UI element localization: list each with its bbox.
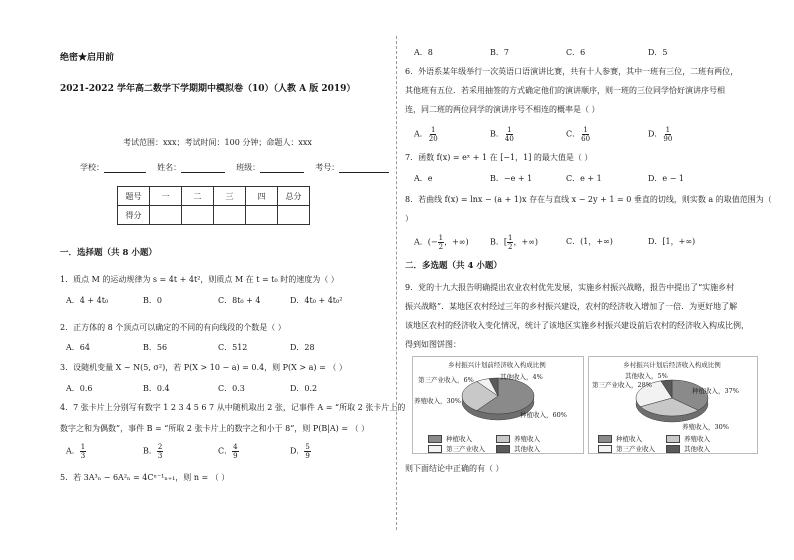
name-blank[interactable] (181, 163, 225, 173)
q5-option-c[interactable]: C．6 (566, 48, 586, 57)
student-info-row (80, 163, 389, 173)
q4-option-c[interactable]: C． $\frac{4}{9}$ (218, 443, 238, 460)
q6-option-a[interactable]: A． $\frac{1}{20}$ (414, 126, 438, 143)
score-input-cell[interactable] (214, 206, 246, 225)
q6-line-2: 其他班有五位．若采用抽签的方式确定他们的演讲顺序，则一班的三位同学恰好演讲序号相 (405, 86, 725, 95)
q8-option-b[interactable]: B．[ $\frac{1}{2}$ ，+∞) (490, 234, 538, 251)
q2-option-a[interactable]: A．64 (66, 343, 90, 352)
pie-before-legend-planting: 种植收入 (428, 434, 472, 443)
q3-text: 3．设随机变量 X ~ N(5, σ²)，若 P(X > 10 − a) = 0.4，则 P(X > a) = （ ） (60, 363, 347, 372)
q3-option-c[interactable]: C．0.3 (218, 384, 245, 393)
score-cell: 总分 (278, 187, 310, 206)
pie-before-legend-other: 其他收入 (496, 444, 540, 453)
q8-line-2: ） (405, 214, 413, 223)
q5-option-a[interactable]: A．8 (414, 48, 433, 57)
fraction: $\frac{1}{60}$ (581, 126, 591, 143)
school-blank[interactable] (104, 163, 146, 173)
q4-option-a[interactable]: A． $\frac{1}{3}$ (66, 443, 86, 460)
score-cell: 题号 (118, 187, 150, 206)
q8-option-c[interactable]: C．(1，+∞) (566, 237, 613, 246)
q1-option-d[interactable]: D．4t₀ + 4t₀² (290, 296, 343, 305)
pie-before-label-tertiary: 第三产业收入，6% (418, 376, 474, 384)
q9-line-3: 该地区农村的经济收入变化情况，统计了该地区实施乡村振兴建设前后农村的经济收入构成比例， (405, 321, 749, 330)
pie-after-label-planting: 种植收入，37% (692, 387, 739, 395)
pie-after-label-breeding: 养殖收入，30% (682, 423, 729, 431)
pie-after-label-other: 其他收入，5% (625, 372, 668, 380)
pie-before-label-other: 其他收入，4% (500, 373, 543, 381)
school-label: 学校： (80, 163, 104, 172)
name-label: 姓名： (157, 163, 182, 172)
score-input-cell[interactable] (246, 206, 278, 225)
pie-chart-before-title: 乡村振兴计划前经济收入构成比例 (448, 361, 546, 369)
q7-option-c[interactable]: C．e + 1 (566, 174, 602, 183)
q4-option-b[interactable]: B． $\frac{2}{3}$ (143, 443, 163, 460)
q2-text: 2．正方体的 8 个顶点可以确定的不同的有向线段的个数是（ ） (60, 323, 286, 332)
q1-text: 1．质点 M 的运动规律为 s = 4t + 4t²，则质点 M 在 t = t₀ 时的速度为（ ） (60, 275, 339, 284)
fraction: $\frac{2}{3}$ (157, 443, 163, 460)
score-input-cell[interactable] (278, 206, 310, 225)
q4-option-d[interactable]: D． $\frac{5}{9}$ (290, 443, 310, 460)
q8-line-1: 8．若曲线 f(x) = lnx − (a + 1)x 存在与直线 x − 2y + 1 = 0 垂直的切线，则实数 a 的取值范围为（ (405, 195, 772, 204)
score-table-score-row (118, 206, 310, 225)
section-2-title: 二．多选题（共 4 小题） (405, 261, 502, 271)
section-1-title: 一．选择题（共 8 小题） (60, 248, 157, 258)
q6-line-3: 连，同二班的两位同学的演讲序号不相连的概率是（ ） (405, 105, 600, 114)
fraction: $\frac{1}{90}$ (663, 126, 673, 143)
pie-after-legend-tertiary: 第三产业收入 (598, 444, 655, 453)
pie-after-label-tertiary: 第三产业收入，28% (592, 381, 652, 389)
pie-after-legend-other: 其他收入 (666, 444, 710, 453)
class-label: 班级： (236, 163, 261, 172)
q9-line-4: 得到如图饼图： (405, 340, 461, 349)
score-cell: 三 (214, 187, 246, 206)
fraction: $\frac{1}{2}$ (438, 234, 444, 251)
q4-line-1: 4．7 张卡片上分别写有数字 1 2 3 4 5 6 7 从中随机取出 2 张，记事件 A = “所取 2 张卡片上的 (60, 403, 406, 412)
q7-option-a[interactable]: A．e (414, 174, 433, 183)
column-divider (396, 36, 397, 530)
score-cell: 二 (182, 187, 214, 206)
score-table-header-row (118, 187, 310, 206)
q7-option-b[interactable]: B．−e + 1 (490, 174, 533, 183)
q1-option-a[interactable]: A．4 + 4t₀ (66, 296, 109, 305)
score-input-cell[interactable] (182, 206, 214, 225)
pie-before-legend-tertiary: 第三产业收入 (428, 444, 485, 453)
q1-option-b[interactable]: B．0 (143, 296, 162, 305)
pie-before-label-planting: 种植收入，60% (520, 411, 567, 419)
fraction: $\frac{1}{2}$ (508, 234, 513, 251)
q4-line-2: 数字之和为偶数”，事件 B = “所取 2 张卡片上的数字之和小于 8”，则 P(B|A) = （ ） (60, 424, 370, 433)
q2-option-c[interactable]: C．512 (218, 343, 248, 352)
q5-text: 5．若 3A³ₙ − 6A²ₙ = 4Cⁿ⁻¹ₙ₊₁，则 n = （ ） (60, 473, 230, 482)
pie-after-legend-planting: 种植收入 (598, 434, 642, 443)
fraction: $\frac{1}{20}$ (428, 126, 438, 143)
pie-chart-after (588, 368, 756, 432)
score-cell: 四 (246, 187, 278, 206)
q8-option-d[interactable]: D．[1，+∞) (648, 237, 696, 246)
class-blank[interactable] (260, 163, 304, 173)
q3-option-a[interactable]: A．0.6 (66, 384, 93, 393)
pie-chart-after-title: 乡村振兴计划后经济收入构成比例 (623, 361, 721, 369)
q2-option-b[interactable]: B．56 (143, 343, 168, 352)
q5-option-b[interactable]: B．7 (490, 48, 509, 57)
fraction: $\frac{5}{9}$ (305, 443, 310, 460)
q9-conclusion: 则下面结论中正确的有（ ） (405, 464, 504, 473)
q3-option-b[interactable]: B．0.4 (143, 384, 170, 393)
score-input-cell[interactable] (150, 206, 182, 225)
q2-option-d[interactable]: D．28 (290, 343, 315, 352)
fraction: $\frac{1}{3}$ (80, 443, 86, 460)
q6-line-1: 6．外语系某年级举行一次英语口语演讲比赛，共有十人参赛，其中一班有三位，二班有两位， (405, 67, 739, 76)
q8-option-a[interactable]: A．(− $\frac{1}{2}$ ，+∞) (414, 234, 469, 251)
exam-title: 2021-2022 学年高二数学下学期期中模拟卷（10）（人教 A 版 2019） (60, 84, 356, 94)
pie-before-label-breeding: 养殖收入，30% (414, 397, 461, 405)
secret-mark: 绝密★启用前 (60, 53, 115, 63)
pie-after-legend-breeding: 养殖收入 (666, 434, 710, 443)
q9-line-2: 振兴战略”．某地区农村经过三年的乡村振兴建设，农村的经济收入增加了一倍．为更好地了解 (405, 302, 738, 311)
score-table (117, 186, 310, 225)
score-cell: 一 (150, 187, 182, 206)
pie-before-legend-breeding: 养殖收入 (496, 434, 540, 443)
exam-info: 考试范围：xxx；考试时间：100 分钟；命题人：xxx (123, 138, 312, 147)
q3-option-d[interactable]: D．0.2 (290, 384, 318, 393)
q7-text: 7．函数 f(x) = eˣ + 1 在 [−1，1] 的最大值是（ ） (405, 153, 593, 162)
q6-option-d[interactable]: D． $\frac{1}{90}$ (648, 126, 673, 143)
q5-option-d[interactable]: D．5 (648, 48, 668, 57)
q1-option-c[interactable]: C．8t₀ + 4 (218, 296, 261, 305)
fraction: $\frac{4}{9}$ (233, 443, 238, 460)
fraction: $\frac{1}{40}$ (504, 126, 514, 143)
q6-option-c[interactable]: C． $\frac{1}{60}$ (566, 126, 591, 143)
q9-line-1: 9．党的十九大报告明确提出农业农村优先发展，实施乡村振兴战略，报告中提出了“实施乡村 (405, 283, 735, 292)
id-blank[interactable] (339, 163, 389, 173)
q6-option-b[interactable]: B． $\frac{1}{40}$ (490, 126, 514, 143)
id-label: 考号： (315, 163, 340, 172)
q7-option-d[interactable]: D．e − 1 (648, 174, 685, 183)
score-cell: 得分 (118, 206, 150, 225)
